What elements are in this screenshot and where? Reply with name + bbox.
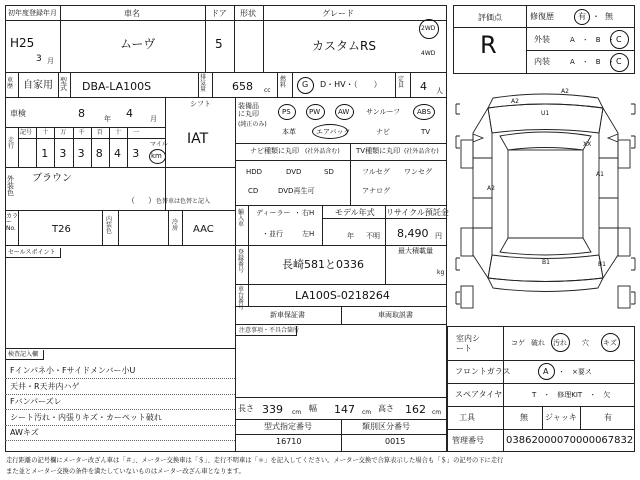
tools-value: 無 <box>520 413 528 422</box>
type-label: 型式 <box>60 77 67 92</box>
tv-oneseg: ワンセグ <box>404 168 432 176</box>
width-value: 147 <box>334 403 355 416</box>
type-spec-value: 16710 <box>276 437 302 446</box>
spare-label: スペアタイヤ <box>455 390 503 399</box>
model-code: DBA-LA100S <box>82 80 152 93</box>
fuel-label: 燃料 <box>280 76 287 89</box>
shift-label: シフト <box>190 100 211 108</box>
recycle-yen: 円 <box>435 232 442 240</box>
seat-ana: 穴 <box>582 339 589 347</box>
recycle-label: リサイクル預託金 <box>386 208 449 217</box>
damage-mark-a2-top: A2 <box>561 88 569 95</box>
score-value: R <box>480 31 497 59</box>
capacity-value: 4 <box>420 80 427 93</box>
navi-cd: CD <box>248 187 259 195</box>
equipment-subtitle: (純正のみ) <box>238 121 267 128</box>
mileage-digit: 3 <box>77 147 85 160</box>
jack-value: 有 <box>604 413 612 422</box>
chassis-label: 車台番号 <box>238 286 245 311</box>
shift-value: IAT <box>187 131 209 147</box>
mileage-digit-label: 十 <box>42 129 49 136</box>
grade-value: カスタムRS <box>312 39 376 53</box>
fuel-options: D・HV・（ ） <box>320 80 382 89</box>
color-no-label: カラーNo. <box>6 213 19 232</box>
damage-mark-a2-roof-front: A2 <box>511 98 519 105</box>
km-label: km <box>151 152 162 160</box>
month-unit-2: 月 <box>150 115 157 123</box>
color-no: T26 <box>52 224 71 235</box>
plate-label: 登録番号 <box>238 249 245 274</box>
shape-label: 形状 <box>240 9 256 18</box>
max-load-kg: kg <box>437 269 445 276</box>
first-reg-label: 初年度登録年月 <box>8 9 57 17</box>
doors-value: 5 <box>215 37 223 51</box>
month-value: 3 <box>36 54 42 64</box>
inspection-year: 8 <box>78 107 85 120</box>
ac-value: AAC <box>193 224 214 235</box>
category-value: 0015 <box>385 437 406 446</box>
seat-koge: コゲ <box>511 339 525 347</box>
damage-mark-u1: U1 <box>541 110 550 117</box>
capacity-label: 定員 <box>398 76 405 89</box>
width-label: 幅 <box>309 404 317 413</box>
inspector-line: Fバンパーズレ <box>10 397 62 406</box>
mileage-digit: 3 <box>132 147 140 160</box>
seat-kizu: キズ <box>603 339 617 347</box>
eq-airbag: エアバック <box>316 128 351 136</box>
front-glass-selected: A <box>543 367 549 376</box>
sales-point-label: セールスポイント <box>8 249 56 256</box>
inspector-line: AWキズ <box>10 428 39 437</box>
tv-type-sub: (社外品含む) <box>404 148 439 155</box>
inspector-line: Fインパネ小・Fサイドメンバー小U <box>10 366 136 375</box>
tv-analog: アナログ <box>362 187 390 195</box>
import-dot: ・ <box>294 209 301 217</box>
navi-type-sub: (社外品含む) <box>305 148 340 155</box>
length-value: 339 <box>262 403 283 416</box>
damage-mark-b1-rear: B1 <box>542 259 550 266</box>
eq-aw: AW <box>338 108 350 116</box>
inspector-label: 検査記入欄 <box>8 351 39 358</box>
year-unit: 年 <box>104 115 111 123</box>
mileage-digit-label: 記号 <box>20 129 33 136</box>
model-year-label: モデル年式 <box>335 208 375 217</box>
exterior-grade-letters: A ・ B ・ <box>570 36 615 44</box>
import-other: ・並行 <box>262 230 283 238</box>
mileage-digit-label: 万 <box>60 129 67 136</box>
use-label: 車歴 <box>7 77 14 90</box>
damage-mark-a2-left: A2 <box>487 185 495 192</box>
exterior-color: ブラウン <box>32 173 72 184</box>
tv-type-title: TV種類に丸印 <box>356 147 401 155</box>
displacement-label: 排気量 <box>200 74 207 93</box>
car-name-label: 車名 <box>124 9 140 18</box>
footer-line-1: 走行距離の記号欄にメーター改ざん車は「＃」、メーター交換車は「＄」、走行不明車は「＊」を記入してください。メーター交換で合算表示した場合も「＄」の記号の下に走行 <box>6 457 504 464</box>
length-cm: cm <box>292 409 302 416</box>
interior-grade-label: 内装 <box>534 57 550 66</box>
damage-mark-b1-right: B1 <box>598 261 606 268</box>
eq-sunroof: サンルーフ <box>366 108 401 116</box>
interior-grade-letters: A ・ B ・ <box>570 58 615 66</box>
inspection-month: 4 <box>126 107 133 120</box>
inspector-line: シート汚れ・内張りキズ・カーペット破れ <box>10 412 162 422</box>
eq-ps: PS <box>282 108 291 116</box>
mileage-digit-label: 百 <box>96 129 103 136</box>
tv-fullseg: フルセグ <box>362 168 390 176</box>
mileage-digit: 1 <box>41 147 49 160</box>
plate-value: 長崎581と0336 <box>282 258 364 271</box>
eq-abs: ABS <box>417 108 431 116</box>
inspection-label: 車検 <box>10 109 26 118</box>
type-spec-label: 型式指定番号 <box>264 422 312 431</box>
spare-options: T ・ 修理KIT ・ 欠 <box>532 391 611 399</box>
length-label: 長さ <box>238 404 254 413</box>
repair-yes: 有 <box>578 12 586 21</box>
interior-color-label: 内装色 <box>106 216 113 235</box>
recycle-value: 8,490 <box>397 227 429 240</box>
seat-yogore: 汚れ <box>553 339 567 347</box>
drive-2wd: 2WD <box>421 25 436 32</box>
mile-label: マイル <box>150 141 168 148</box>
navi-dvd: DVD <box>286 168 302 176</box>
model-year-suffix: 年 <box>347 232 354 240</box>
door-label: ドア <box>211 9 227 18</box>
import-right: 右H <box>302 209 315 217</box>
repair-label: 修復歴 <box>530 12 554 21</box>
height-cm: cm <box>432 409 442 416</box>
capacity-unit: 人 <box>436 87 443 95</box>
equipment-title: 装備品に丸印 <box>238 102 259 118</box>
chassis-value: LA100S-0218264 <box>295 289 390 302</box>
car-damage-diagram <box>453 88 638 318</box>
mileage-digit-label: 千 <box>78 129 85 136</box>
import-left: 左H <box>302 230 315 238</box>
paren-close: ） <box>148 196 156 205</box>
height-value: 162 <box>405 403 426 416</box>
repair-dot: ・ <box>592 12 600 21</box>
use-value: 自家用 <box>23 80 53 91</box>
manual: 車両取説書 <box>378 311 413 319</box>
seat-yabure: 破れ <box>531 339 545 347</box>
exterior-label: 外装色 <box>7 175 14 197</box>
mileage-digit: 4 <box>114 147 121 160</box>
mileage-digit: 3 <box>59 147 67 160</box>
jack-label: ジャッキ <box>545 413 577 422</box>
eq-leather: 本革 <box>282 128 296 136</box>
damage-mark-a1: A1 <box>596 171 604 178</box>
import-dealer: ディーラー <box>256 209 291 217</box>
ac-label: 冷房 <box>172 219 179 232</box>
interior-grade-selected: C <box>616 57 622 66</box>
eq-navi: ナビ <box>376 128 390 136</box>
exterior-grade-selected: C <box>616 35 622 44</box>
drive-4wd: 4WD <box>421 50 436 57</box>
mileage-digit-label: 一 <box>133 129 140 136</box>
management-label: 管理番号 <box>452 436 484 445</box>
front-glass-other: ・ ×要ス <box>558 368 592 376</box>
mileage-digit: 8 <box>95 147 103 160</box>
management-value: 03862000070000067832 <box>506 435 634 446</box>
model-year-unknown: 不明 <box>366 232 380 240</box>
month-unit: 月 <box>47 57 54 65</box>
cc-unit: cc <box>264 87 271 94</box>
category-label: 類別区分番号 <box>362 422 410 431</box>
eq-tv: TV <box>421 128 431 136</box>
import-label: 輸入車 <box>238 209 245 228</box>
color-change-note: 色替車は色替と記入 <box>156 198 211 205</box>
paren-open: （ <box>127 196 135 205</box>
max-load-label: 最大積載量 <box>398 247 433 255</box>
interior-seat-label: 室内シート <box>456 334 480 353</box>
navi-dvd-play: DVD再生可 <box>278 187 315 195</box>
caution-label: 注意事項・不具合箇所 <box>239 327 300 334</box>
eq-pw: PW <box>309 108 321 116</box>
navi-hdd: HDD <box>246 168 263 176</box>
width-cm: cm <box>362 409 372 416</box>
footer-line-2: また並とメーター交換の条件を満たしていないものはメーター改ざん車となります。 <box>6 468 245 475</box>
displacement-value: 658 <box>232 80 253 93</box>
mileage-digit-label: 十 <box>115 129 122 136</box>
navi-sd: SD <box>324 168 334 176</box>
navi-type-title: ナビ種類に丸印 <box>250 147 299 155</box>
tools-label: 工具 <box>459 413 475 422</box>
exterior-grade-label: 外装 <box>534 35 550 44</box>
mileage-label: 走行 <box>8 137 15 150</box>
height-label: 高さ <box>378 404 394 413</box>
damage-mark-xx: XX <box>583 141 592 148</box>
new-warranty: 新車保証書 <box>270 311 305 319</box>
score-label: 評価点 <box>478 13 502 22</box>
car-name-value: ムーヴ <box>120 37 156 51</box>
era-value: H25 <box>10 36 35 50</box>
front-glass-label: フロントガラス <box>455 367 511 376</box>
grade-label: グレード <box>322 9 354 18</box>
fuel-selected: G <box>302 80 309 89</box>
repair-no: 無 <box>605 12 613 21</box>
inspector-line: 天井・R天井内ハゲ <box>10 381 80 391</box>
